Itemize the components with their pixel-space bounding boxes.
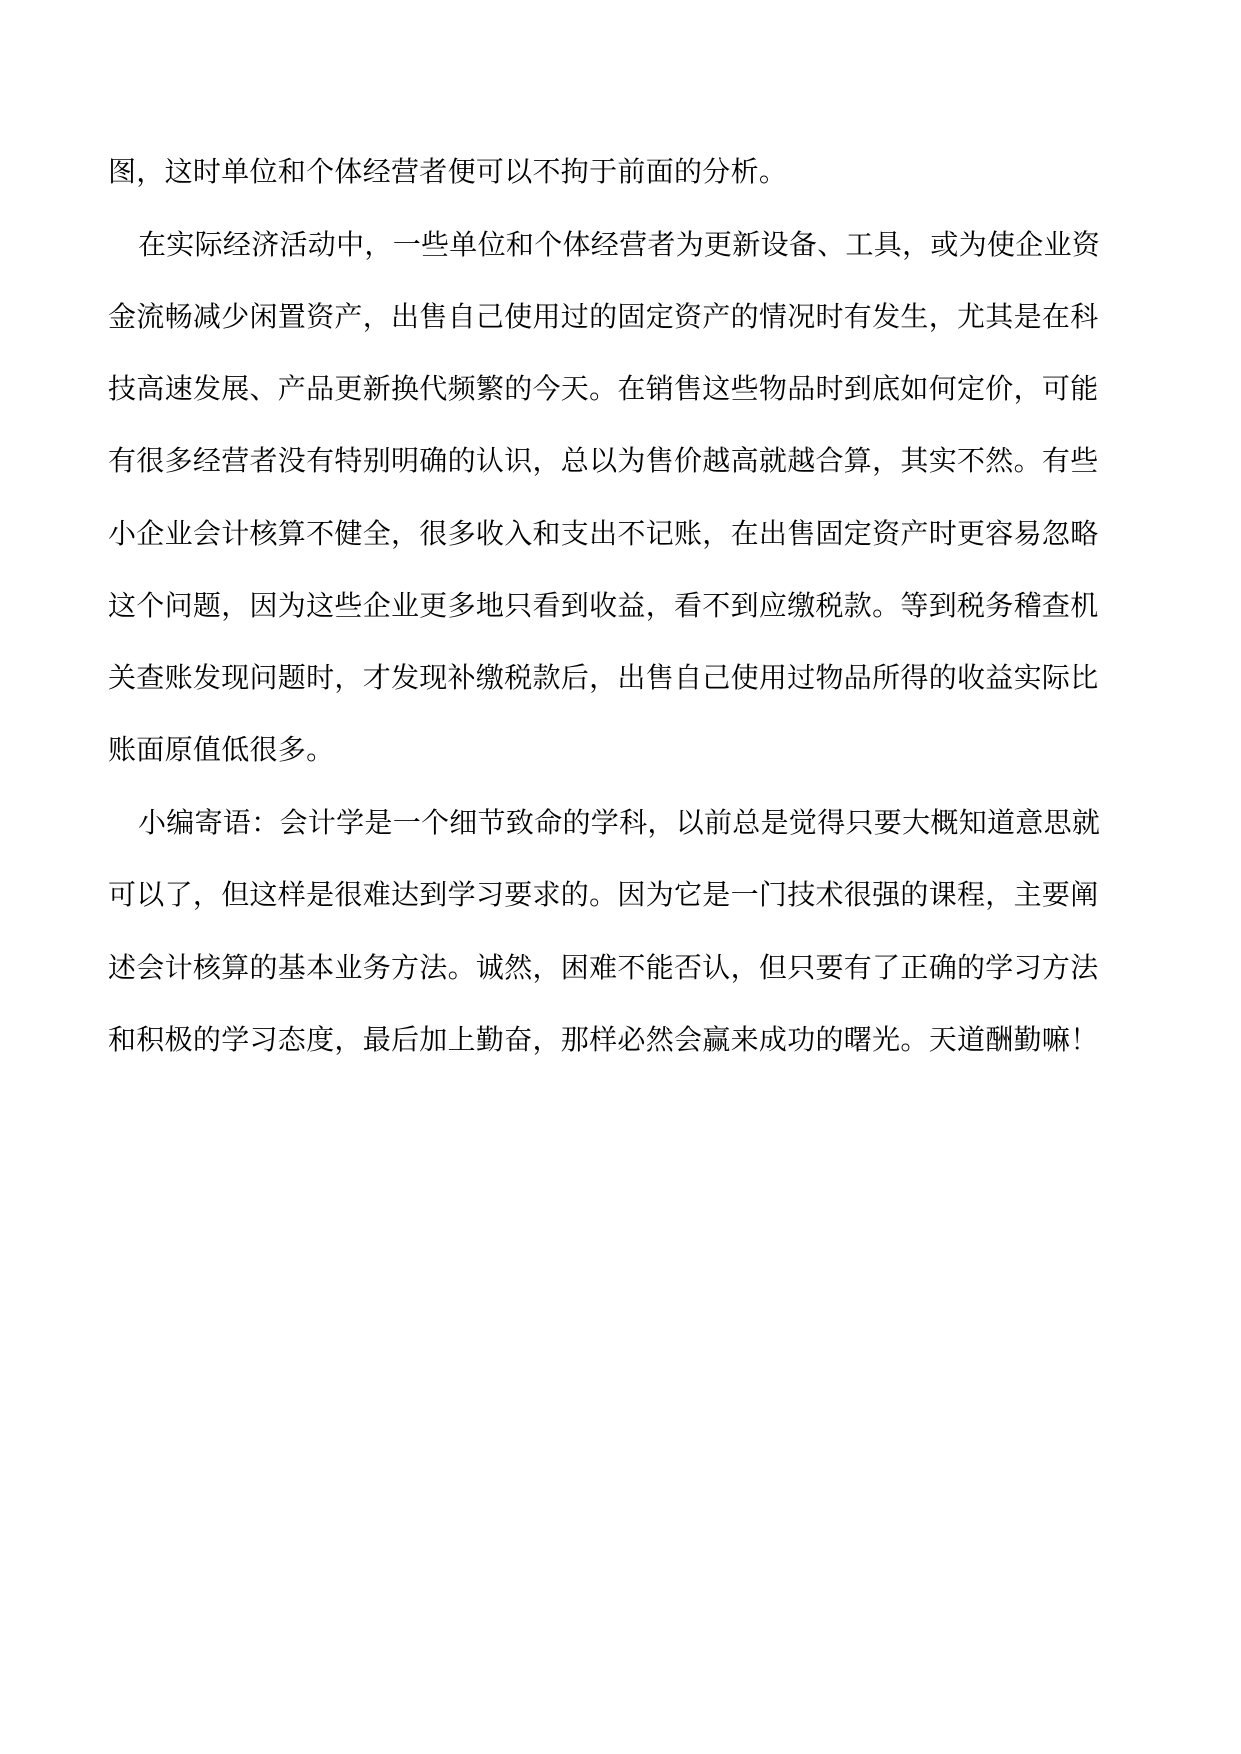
paragraph-2-line-6: 这个问题，因为这些企业更多地只看到收益，看不到应缴税款。等到税务稽查机 <box>108 589 1099 622</box>
paragraph-3-line-4: 和积极的学习态度，最后加上勤奋，那样必然会赢来成功的曙光。天道酬勤嘛！ <box>108 1023 1099 1056</box>
paragraph-2-line-3: 技高速发展、产品更新换代频繁的今天。在销售这些物品时到底如何定价，可能 <box>108 372 1099 405</box>
paragraph-2-line-8: 账面原值低很多。 <box>108 733 335 766</box>
paragraph-3-line-2: 可以了，但这样是很难达到学习要求的。因为它是一门技术很强的课程，主要阐 <box>108 878 1099 911</box>
paragraph-2-line-4: 有很多经营者没有特别明确的认识，总以为售价越高就越合算，其实不然。有些 <box>108 444 1099 477</box>
paragraph-3-line-1: 小编寄语：会计学是一个细节致命的学科，以前总是觉得只要大概知道意思就 <box>138 806 1101 839</box>
paragraph-1-line-1: 图，这时单位和个体经营者便可以不拘于前面的分析。 <box>108 155 788 188</box>
paragraph-2-line-1: 在实际经济活动中，一些单位和个体经营者为更新设备、工具，或为使企业资 <box>138 228 1101 261</box>
paragraph-3-line-3: 述会计核算的基本业务方法。诚然，困难不能否认，但只要有了正确的学习方法 <box>108 951 1099 984</box>
paragraph-2-line-2: 金流畅减少闲置资产，出售自己使用过的固定资产的情况时有发生，尤其是在科 <box>108 300 1099 333</box>
paragraph-2-line-7: 关查账发现问题时，才发现补缴税款后，出售自己使用过物品所得的收益实际比 <box>108 661 1099 694</box>
paragraph-2-line-5: 小企业会计核算不健全，很多收入和支出不记账，在出售固定资产时更容易忽略 <box>108 517 1099 550</box>
